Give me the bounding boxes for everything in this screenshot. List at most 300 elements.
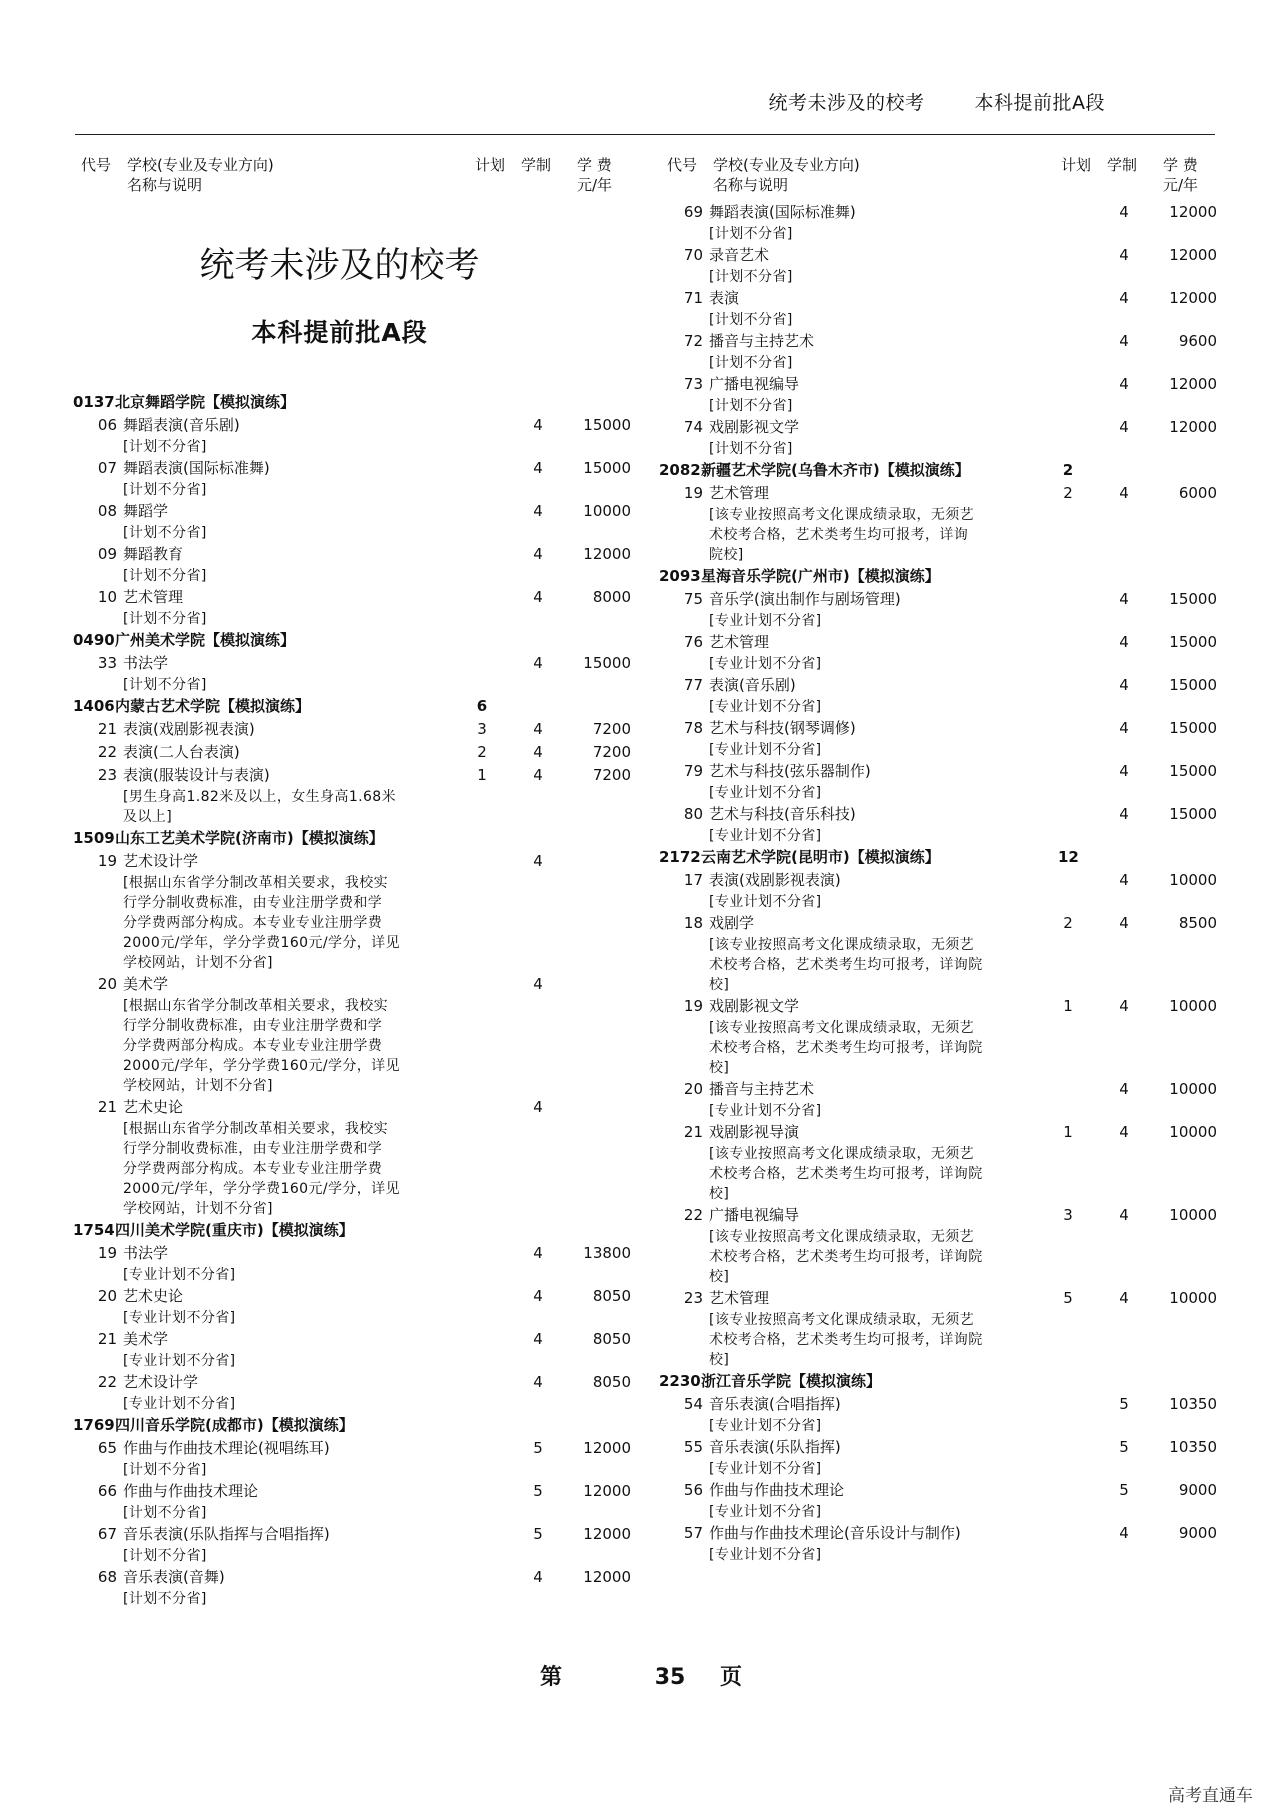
major-code: 07 [97,459,117,477]
tuition-fee: 12000 [583,545,631,563]
major-name: 艺术设计学 [123,852,199,870]
entry-note [123,1308,433,1328]
study-length: 5 [533,1525,543,1543]
school-code: 1769 [73,1416,115,1434]
major-row [77,414,631,437]
running-header-right: 本科提前批A段 [974,92,1105,114]
tuition-fee: 12000 [583,1482,631,1500]
study-length: 4 [533,743,543,761]
header-school [713,155,860,195]
major-row [663,1204,1217,1227]
major-row [663,674,1217,697]
study-length: 4 [1119,676,1129,694]
tuition-fee: 10000 [1169,1080,1217,1098]
note-line: [专业计划不分省] [709,1547,822,1563]
note-line: [专业计划不分省] [709,828,822,844]
plan-count: 3 [477,720,487,738]
tuition-fee: 6000 [1178,484,1217,502]
major-code: 67 [97,1525,117,1543]
tuition-fee: 8050 [592,1330,631,1348]
header-fee-unit: 元/年 [1163,176,1199,194]
school-name: 内蒙古艺术学院【模拟演练】 [115,697,311,715]
tuition-fee: 12000 [1169,289,1217,307]
tuition-fee: 12000 [583,1568,631,1586]
entry-note [709,1227,1019,1287]
left-column [73,155,631,1609]
note-line: 术校考合格，艺术类考生均可报考，详询 [709,527,969,543]
study-length: 4 [1119,997,1129,1015]
tuition-fee: 9000 [1178,1481,1217,1499]
note-line: [计划不分省] [123,1548,207,1564]
tuition-fee: 10350 [1169,1395,1217,1413]
school-name: 广州美术学院【模拟演练】 [115,631,296,649]
entry-note [709,439,1019,459]
note-line: 学校网站，计划不分省] [123,1078,273,1094]
note-line: [该专业按照高考文化课成绩录取，无须艺 [709,507,975,523]
entry-note [123,675,433,695]
header-code: 代号 [667,156,698,174]
study-length: 4 [533,1330,543,1348]
entry-note [709,267,1019,287]
note-line: [专业计划不分省] [709,1103,822,1119]
note-line: [专业计划不分省] [709,1504,822,1520]
plan-count: 12 [1058,848,1079,866]
major-code: 66 [97,1482,117,1500]
major-row [663,588,1217,611]
note-line: 分学费两部分构成。本专业专业注册学费 [123,915,383,931]
major-row [663,287,1217,310]
plan-count: 2 [1063,484,1073,502]
major-code: 20 [683,1080,703,1098]
plan-count: 1 [1063,997,1073,1015]
major-name: 艺术与科技(弦乐器制作) [709,762,871,780]
note-line: [该专业按照高考文化课成绩录取，无须艺 [709,1229,975,1245]
school-row [659,846,1208,869]
tuition-fee: 10000 [1169,1206,1217,1224]
entry-note [123,1394,433,1414]
page-number-value: 35 [654,1665,686,1690]
entry-note [123,1265,433,1285]
major-row [77,1437,631,1460]
study-length: 5 [1119,1481,1129,1499]
note-line: [该专业按照高考文化课成绩录取，无须艺 [709,1312,975,1328]
major-code: 21 [97,1098,117,1116]
tuition-fee: 12000 [583,1439,631,1457]
tuition-fee: 15000 [1169,633,1217,651]
note-line: [专业计划不分省] [709,785,822,801]
study-length: 4 [1119,332,1129,350]
note-line: 分学费两部分构成。本专业专业注册学费 [123,1161,383,1177]
major-code: 20 [97,1287,117,1305]
major-name: 舞蹈学 [123,502,169,520]
tuition-fee: 12000 [1169,203,1217,221]
running-header-left: 统考未涉及的校考 [768,92,925,114]
page-number [540,1660,742,1691]
major-name: 音乐学(演出制作与剧场管理) [709,590,901,608]
school-name: 新疆艺术学院(乌鲁木齐市)【模拟演练】 [701,461,970,479]
note-line: [男生身高1.82米及以上，女生身高1.68米 [123,789,397,805]
header-fee [577,155,612,195]
note-line: 行学分制收费标准，由专业注册学费和学 [123,1141,383,1157]
major-code: 76 [683,633,703,651]
study-length: 4 [1119,203,1129,221]
major-row [663,1393,1217,1416]
note-line: 行学分制收费标准，由专业注册学费和学 [123,1018,383,1034]
major-code: 75 [683,590,703,608]
header-plan: 计划 [1061,156,1092,174]
major-row [77,1242,631,1265]
note-line: [计划不分省] [709,269,793,285]
tuition-fee: 15000 [1169,762,1217,780]
major-row [663,1479,1217,1502]
entry-note [709,935,1019,995]
major-code: 55 [683,1438,703,1456]
major-name: 表演(服装设计与表演) [123,766,270,784]
note-line: 术校考合格，艺术类考生均可报考，详询院 [709,1332,983,1348]
entry-note [123,996,433,1096]
study-length: 4 [533,766,543,784]
study-length: 4 [533,588,543,606]
header-fee-label: 学 费 [577,156,612,174]
entry-note [709,654,1019,674]
note-line: 术校考合格，艺术类考生均可报考，详询院 [709,1249,983,1265]
note-line: [该专业按照高考文化课成绩录取，无须艺 [709,1146,975,1162]
major-code: 18 [683,914,703,932]
entry-note [123,873,433,973]
major-code: 56 [683,1481,703,1499]
entry-note [123,1503,433,1523]
study-length: 4 [1119,871,1129,889]
entry-note [123,1589,433,1609]
entry-note [709,396,1019,416]
note-line: 学校网站，计划不分省] [123,1201,273,1217]
entry-note [123,1119,433,1219]
note-line: [计划不分省] [709,355,793,371]
note-line: 术校考合格，艺术类考生均可报考，详询院 [709,957,983,973]
entry-note [709,1144,1019,1204]
plan-count: 5 [1063,1289,1073,1307]
tuition-fee: 10000 [1169,997,1217,1015]
study-length: 4 [1119,914,1129,932]
school-row [659,1370,1208,1393]
tuition-fee: 7200 [592,743,631,761]
note-line: [专业计划不分省] [709,656,822,672]
school-name: 星海音乐学院(广州市)【模拟演练】 [701,567,940,585]
page-prefix: 第 [540,1665,563,1690]
school-name: 北京舞蹈学院【模拟演练】 [115,393,296,411]
major-code: 68 [97,1568,117,1586]
study-length: 4 [533,502,543,520]
plan-count: 1 [477,766,487,784]
note-line: [计划不分省] [123,1591,207,1607]
section-title: 统考未涉及的校考 [199,246,480,286]
study-length: 5 [1119,1395,1129,1413]
tuition-fee: 15000 [1169,590,1217,608]
tuition-fee: 8000 [592,588,631,606]
major-name: 广播电视编导 [709,1206,800,1224]
school-code: 0490 [73,631,115,649]
entry-note [709,1502,1019,1522]
major-name: 作曲与作曲技术理论 [709,1481,845,1499]
major-name: 作曲与作曲技术理论 [123,1482,259,1500]
major-code: 23 [683,1289,703,1307]
study-length: 4 [1119,1289,1129,1307]
major-name: 音乐表演(合唱指挥) [709,1395,841,1413]
note-line: 术校考合格，艺术类考生均可报考，详询院 [709,1166,983,1182]
tuition-fee: 9000 [1178,1524,1217,1542]
school-code: 1509 [73,829,115,847]
major-code: 17 [683,871,703,889]
major-name: 艺术管理 [709,1289,770,1307]
tuition-fee: 7200 [592,766,631,784]
major-code: 74 [683,418,703,436]
major-row [663,1436,1217,1459]
major-code: 23 [97,766,117,784]
study-length: 4 [1119,1080,1129,1098]
school-row [73,629,622,652]
study-length: 4 [1119,289,1129,307]
tuition-fee: 10000 [1169,1123,1217,1141]
watermark: 高考直通车 [1168,1786,1253,1806]
plan-count: 1 [1063,1123,1073,1141]
major-code: 71 [683,289,703,307]
major-row [663,1121,1217,1144]
study-length: 4 [1119,1206,1129,1224]
major-name: 戏剧影视文学 [709,997,800,1015]
major-row [77,1566,631,1589]
major-name: 舞蹈表演(国际标准舞) [123,459,270,477]
tuition-fee: 8050 [592,1373,631,1391]
entry-note [709,1416,1019,1436]
entry-note [709,783,1019,803]
major-row [77,1523,631,1546]
major-name: 表演 [709,289,740,307]
note-line: [专业计划不分省] [709,742,822,758]
tuition-fee: 13800 [583,1244,631,1262]
study-length: 4 [533,459,543,477]
note-line: 校] [709,1352,730,1368]
tuition-fee: 15000 [583,416,631,434]
major-code: 06 [97,416,117,434]
note-line: [专业计划不分省] [123,1310,236,1326]
study-length: 4 [1119,719,1129,737]
entry-note [709,740,1019,760]
note-line: 2000元/学年，学分学费160元/学分，详见 [123,1058,400,1074]
header-school-label: 学校(专业及专业方向) [713,156,860,174]
major-name: 舞蹈表演(国际标准舞) [709,203,856,221]
plan-count: 2 [1062,461,1074,479]
major-code: 21 [97,720,117,738]
major-code: 22 [97,1373,117,1391]
major-code: 22 [683,1206,703,1224]
note-line: [专业计划不分省] [709,1418,822,1434]
note-line: [计划不分省] [123,1462,207,1478]
major-name: 戏剧学 [709,914,755,932]
entry-note [709,611,1019,631]
major-row [77,500,631,523]
school-row [659,459,1208,482]
major-code: 72 [683,332,703,350]
entry-note [123,566,433,586]
header-length: 学制 [521,156,552,174]
school-code: 2082 [659,461,701,479]
note-line: [计划不分省] [709,441,793,457]
note-line: [计划不分省] [709,398,793,414]
left-entries [73,391,631,1609]
plan-count: 6 [476,697,488,715]
note-line: [专业计划不分省] [123,1267,236,1283]
major-row [663,201,1217,224]
school-row [73,695,622,718]
major-code: 77 [683,676,703,694]
major-code: 70 [683,246,703,264]
major-code: 21 [683,1123,703,1141]
page-suffix: 页 [720,1665,743,1690]
note-line: 院校] [709,547,744,563]
major-row [663,869,1217,892]
header-school-sub: 名称与说明 [713,176,789,194]
tuition-fee: 10350 [1169,1438,1217,1456]
major-row [77,973,622,996]
tuition-fee: 8050 [592,1287,631,1305]
note-line: [计划不分省] [709,312,793,328]
note-line: [该专业按照高考文化课成绩录取，无须艺 [709,1020,975,1036]
major-name: 舞蹈表演(音乐剧) [123,416,240,434]
school-code: 1754 [73,1221,115,1239]
school-row [73,1414,622,1437]
note-line: [该专业按照高考文化课成绩录取，无须艺 [709,937,975,953]
major-name: 播音与主持艺术 [709,1080,815,1098]
major-row [77,1328,631,1351]
note-line: [计划不分省] [123,568,207,584]
major-code: 19 [97,1244,117,1262]
study-length: 4 [1119,1123,1129,1141]
note-line: [专业计划不分省] [709,613,822,629]
note-line: [计划不分省] [123,611,207,627]
major-code: 10 [97,588,117,606]
study-length: 4 [1119,805,1129,823]
tuition-fee: 12000 [1169,418,1217,436]
major-code: 80 [683,805,703,823]
study-length: 4 [1119,246,1129,264]
school-row [73,1219,622,1242]
tuition-fee: 15000 [1169,676,1217,694]
major-code: 57 [683,1524,703,1542]
school-name: 四川美术学院(重庆市)【模拟演练】 [115,1221,354,1239]
note-line: [根据山东省学分制改革相关要求，我校实 [123,998,389,1014]
major-code: 54 [683,1395,703,1413]
study-length: 4 [533,975,543,993]
major-row [77,586,631,609]
header-school [127,155,274,195]
major-name: 作曲与作曲技术理论(音乐设计与制作) [709,1524,961,1542]
table-header [77,155,622,201]
school-code: 0137 [73,393,115,411]
major-name: 录音艺术 [709,246,770,264]
major-row [663,330,1217,353]
entry-note [709,310,1019,330]
header-school-label: 学校(专业及专业方向) [127,156,274,174]
plan-count: 2 [1063,914,1073,932]
school-code: 2230 [659,1372,701,1390]
note-line: [根据山东省学分制改革相关要求，我校实 [123,1121,389,1137]
study-length: 5 [533,1439,543,1457]
entry-note [123,437,433,457]
entry-note [123,523,433,543]
study-length: 4 [533,1098,543,1116]
major-code: 19 [97,852,117,870]
major-row [663,631,1217,654]
entry-note [709,1545,1019,1565]
tuition-fee: 15000 [1169,805,1217,823]
note-line: 校] [709,1269,730,1285]
study-length: 4 [533,1568,543,1586]
note-line: [专业计划不分省] [123,1396,236,1412]
major-row [77,652,631,675]
school-name: 浙江音乐学院【模拟演练】 [701,1372,882,1390]
study-length: 4 [1119,762,1129,780]
header-rule [75,134,1215,135]
major-row [663,1287,1217,1310]
major-name: 戏剧影视文学 [709,418,800,436]
major-name: 表演(音乐剧) [709,676,796,694]
school-code: 2172 [659,848,701,866]
major-row [77,741,631,764]
major-name: 表演(戏剧影视表演) [709,871,841,889]
note-line: [专业计划不分省] [709,894,822,910]
note-line: 术校考合格，艺术类考生均可报考，详询院 [709,1040,983,1056]
header-fee-unit: 元/年 [577,176,613,194]
major-name: 表演(二人台表演) [123,743,240,761]
note-line: 校] [709,977,730,993]
note-line: 学校网站，计划不分省] [123,955,273,971]
study-length: 4 [1119,1524,1129,1542]
entry-note [709,1459,1019,1479]
major-row [663,995,1217,1018]
table-header [663,155,1208,201]
major-row [77,718,631,741]
study-length: 4 [533,654,543,672]
right-column [659,155,1217,1565]
major-name: 艺术与科技(音乐科技) [709,805,856,823]
major-name: 美术学 [123,1330,169,1348]
tuition-fee: 7200 [592,720,631,738]
tuition-fee: 10000 [583,502,631,520]
major-row [663,373,1217,396]
header-fee-label: 学 费 [1163,156,1198,174]
entry-note [709,353,1019,373]
major-name: 表演(戏剧影视表演) [123,720,255,738]
major-code: 69 [683,203,703,221]
major-row [77,1096,622,1119]
major-name: 作曲与作曲技术理论(视唱练耳) [123,1439,330,1457]
note-line: 2000元/学年，学分学费160元/学分，详见 [123,1181,400,1197]
study-length: 4 [1119,418,1129,436]
entry-note [709,826,1019,846]
entry-note [709,697,1019,717]
major-name: 广播电视编导 [709,375,800,393]
entry-note [123,480,433,500]
study-length: 5 [1119,1438,1129,1456]
major-name: 艺术史论 [123,1098,184,1116]
plan-count: 2 [477,743,487,761]
study-length: 4 [1119,590,1129,608]
tuition-fee: 10000 [1169,1289,1217,1307]
major-code: 73 [683,375,703,393]
entry-note [123,787,433,827]
school-name: 山东工艺美术学院(济南市)【模拟演练】 [115,829,384,847]
entry-note [709,505,1019,565]
